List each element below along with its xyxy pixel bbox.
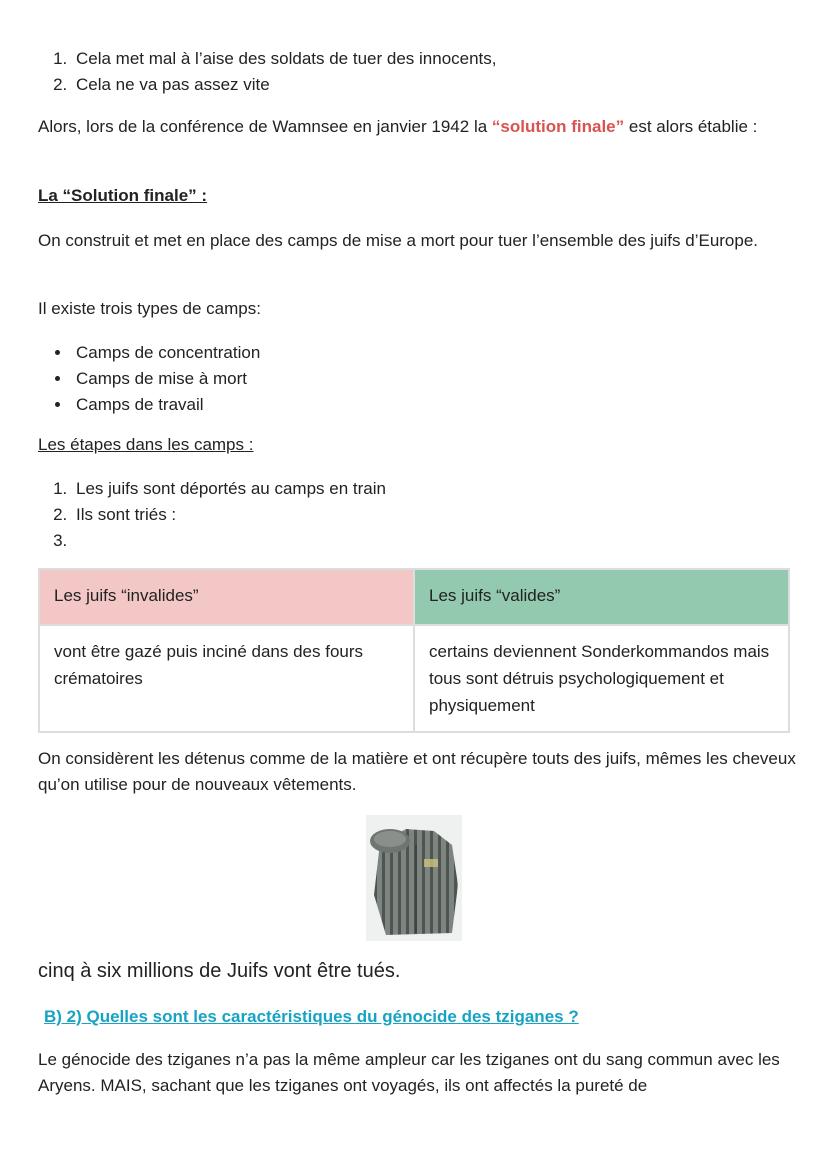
camps-paragraph: On construit et met en place des camps de mise a mort pour tuer l’ensemble des juifs d’Europe. [38, 231, 759, 250]
victims-count-text: cinq à six millions de Juifs vont être tués. [38, 960, 401, 982]
solution-heading: La “Solution finale” : [38, 186, 208, 205]
list-item: 2. Ils sont triés : [72, 502, 828, 528]
list-item: • Camps de travail [72, 392, 828, 418]
list-item: • Camps de mise à mort [72, 366, 828, 392]
list-item: 2. Cela ne va pas assez vite [72, 72, 828, 98]
types-intro: Il existe trois types de camps: [38, 299, 261, 318]
table-row [39, 625, 789, 732]
camp-types-list [38, 340, 828, 418]
valides-cell: certains deviennent Sonderkommandos mais tous sont détruis psychologiquement et physiquement [414, 625, 789, 732]
detenus-paragraph: On considèrent les détenus comme de la matière et ont récupère touts des juifs, mêmes les cheveux qu’on utilise pour de nouveaux vêtements. [38, 749, 796, 794]
intro-paragraph [38, 114, 798, 140]
reasons-list [38, 46, 828, 98]
etapes-list [38, 476, 828, 554]
intro-text-end: est alors établie : [624, 117, 758, 136]
juifs-table [38, 568, 790, 733]
invalides-cell: vont être gazé puis inciné dans des fours crématoires [39, 625, 414, 732]
invalides-header: Les juifs “invalides” [39, 569, 414, 625]
intro-text: Alors, lors de la conférence de Wamnsee en janvier 1942 la [38, 117, 492, 136]
tziganes-paragraph: Le génocide des tziganes n’a pas la même ampleur car les tziganes ont du sang commun avec les Aryens. MAIS, sachant que les tziganes ont voyagés, ils ont affectés la pureté de [38, 1050, 780, 1095]
section-heading-tziganes: B) 2) Quelles sont les caractéristiques du génocide des tziganes ? [44, 1007, 579, 1026]
list-item: 1. Cela met mal à l’aise des soldats de tuer des innocents, [72, 46, 828, 72]
list-item: • Camps de concentration [72, 340, 828, 366]
etapes-heading: Les étapes dans les camps : [38, 435, 254, 454]
list-item: 1. Les juifs sont déportés au camps en train [72, 476, 828, 502]
list-item [72, 528, 828, 554]
prisoner-uniform-photo [366, 815, 462, 941]
table-header-row [39, 569, 789, 625]
solution-finale-highlight: “solution finale” [491, 117, 625, 136]
valides-header: Les juifs “valides” [414, 569, 789, 625]
